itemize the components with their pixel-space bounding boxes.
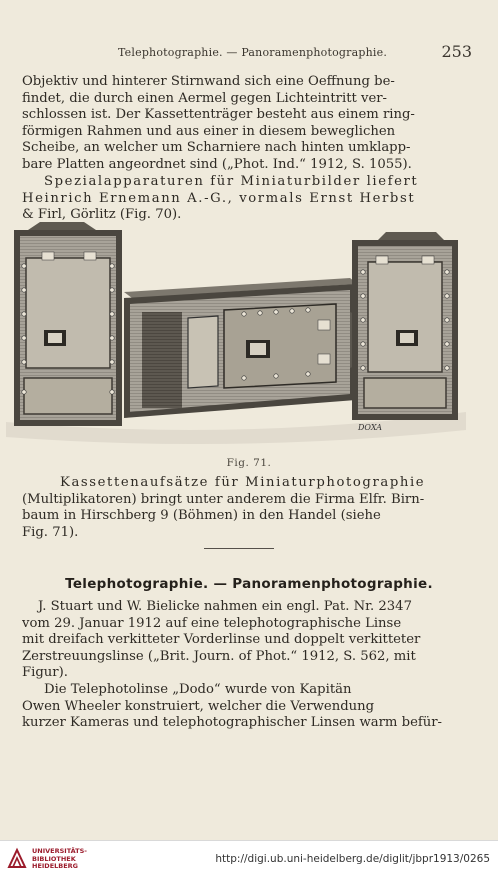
running-header [22, 44, 482, 62]
permalink-url[interactable]: http://digi.ub.uni-heidelberg.de/diglit/jbpr1913/0265 [215, 853, 490, 865]
right-cassette [352, 232, 458, 420]
text-line: Kassettenaufsätze für Miniaturphotographie [60, 475, 426, 490]
running-title: Telephotographie. — Panoramenphotographie. [118, 46, 388, 59]
text-line: Zerstreuungslinse („Brit. Journ. of Phot.“ 1912, S. 562, mit [22, 648, 416, 664]
library-name-line: BIBLIOTHEK [32, 854, 76, 863]
text-line: Scheibe, an welcher um Scharniere nach hinten umklapp- [22, 140, 411, 156]
text-line: (Multiplikatoren) bringt unter anderem die Firma Elfr. Birn- [22, 491, 425, 507]
text-line: Objektiv und hinterer Stirnwand sich eine Oeffnung be- [22, 74, 395, 89]
text-line: findet, die durch einen Aermel gegen Lichteintritt ver- [22, 90, 388, 106]
text-line: J. Stuart und W. Bielicke nahmen ein engl. Pat. Nr. 2347 [38, 599, 412, 614]
text-line: & Firl, Görlitz (Fig. 70). [22, 207, 182, 223]
text-line: Heinrich Ernemann A.-G., vormals Ernst Herbst [22, 190, 416, 206]
digitization-footer [0, 840, 498, 879]
text-line: förmigen Rahmen und aus einer in diesem beweglichen [22, 123, 396, 139]
text-line: Owen Wheeler konstruiert, welcher die Verwendung [22, 698, 375, 714]
library-logo-icon [6, 847, 28, 871]
library-name [32, 848, 87, 871]
library-name-line: HEIDELBERG [32, 862, 79, 870]
text-line: Figur). [22, 665, 68, 681]
page-number: 253 [441, 42, 472, 61]
text-line: schlossen ist. Der Kassettenträger besteht aus einem ring- [22, 107, 415, 123]
engraver-signature: DOXA [358, 423, 383, 432]
text-line: Fig. 71). [22, 524, 79, 540]
paragraph-3 [22, 475, 468, 541]
middle-cassette [124, 278, 364, 418]
text-line: Die Telephotolinse „Dodo“ wurde von Kapitän [44, 682, 352, 697]
left-cassette [14, 222, 122, 426]
paragraph-2 [22, 174, 468, 224]
text-line: baum in Hirschberg 9 (Böhmen) in den Handel (siehe [22, 508, 381, 524]
text-line: mit dreifach verkitteter Vorderlinse und doppelt verkitteter [22, 632, 421, 648]
figure-caption: Fig. 71. [226, 457, 272, 469]
paragraph-1 [22, 74, 468, 174]
text-line: vom 29. Januar 1912 auf eine telephotographische Linse [22, 615, 402, 631]
text-line: kurzer Kameras und telephotographischer Linsen warm befür- [22, 715, 443, 731]
section-divider [204, 548, 274, 549]
paragraph-4 [22, 599, 468, 682]
camera-cassette-engraving [6, 222, 468, 452]
figure-71-illustration [6, 222, 468, 452]
paragraph-5 [22, 682, 468, 732]
text-line: Spezialapparaturen für Miniaturbilder liefert [44, 174, 419, 189]
library-name-line: UNIVERSITÄTS- [32, 847, 87, 855]
text-line: bare Platten angeordnet sind („Phot. Ind.“ 1912, S. 1055). [22, 156, 412, 172]
section-heading: Telephotographie. — Panoramenphotographie. [65, 576, 433, 592]
